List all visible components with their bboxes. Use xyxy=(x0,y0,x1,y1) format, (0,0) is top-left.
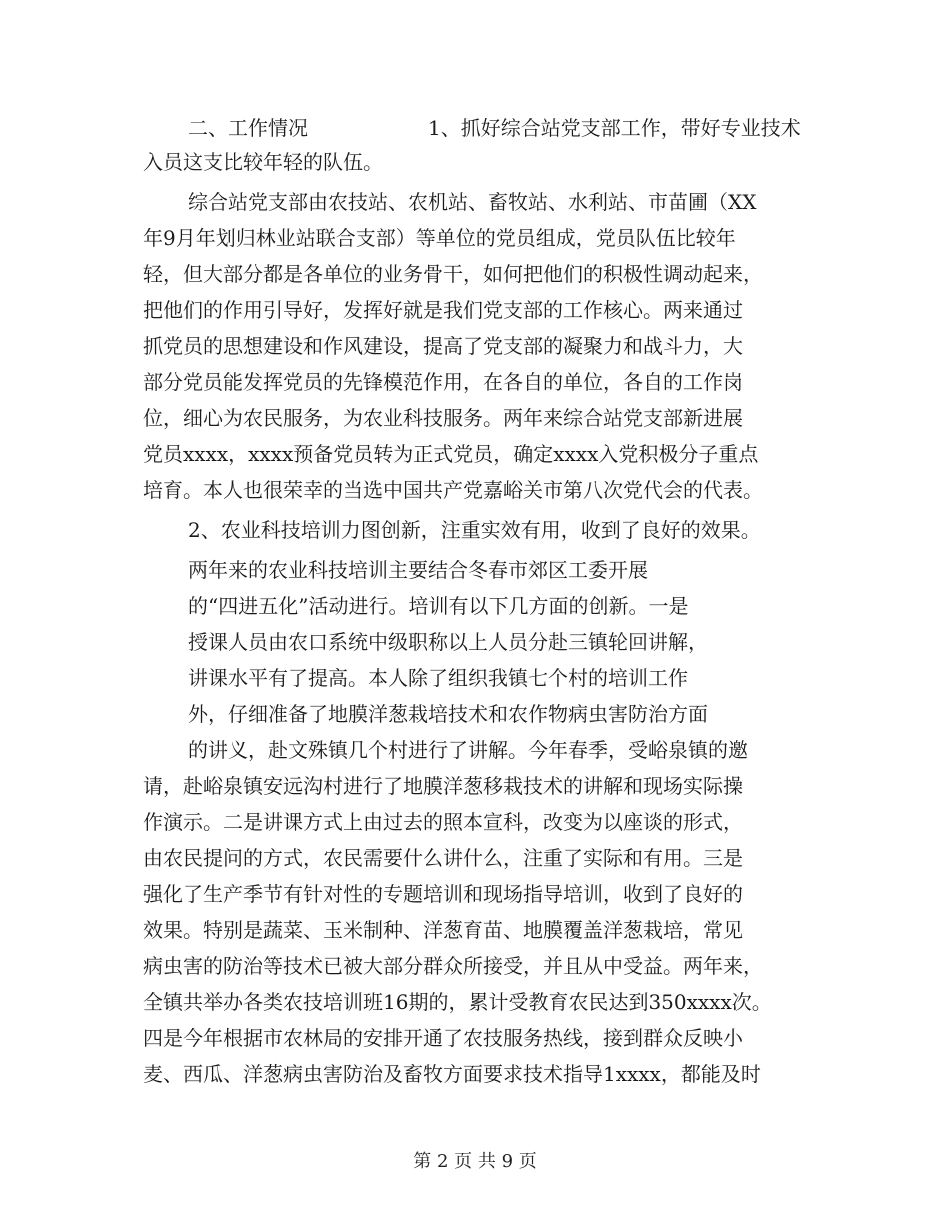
text-line: 病虫害的防治等技术已被大部分群众所接受，并且从中受益。两年来， xyxy=(143,954,763,978)
text-line: 的“四进五化”活动进行。培训有以下几方面的创新。一是 xyxy=(188,594,689,618)
text-line: 麦、西瓜、洋葱病虫害防治及畜牧方面要求技术指导1xxxx，都能及时 xyxy=(143,1062,761,1086)
text-line: 外，仔细准备了地膜洋葱栽培技术和农作物病虫害防治方面 xyxy=(188,702,708,726)
text-line: 的讲义，赴文殊镇几个村进行了讲解。今年春季，受峪泉镇的邀 xyxy=(188,738,748,762)
text-line: 抓党员的思想建设和作风建设，提高了党支部的凝聚力和战斗力，大 xyxy=(143,334,743,358)
text-line: 四是今年根据市农林局的安排开通了农技服务热线，接到群众反映小 xyxy=(143,1026,743,1050)
text-line: 培育。本人也很荣幸的当选中国共产党嘉峪关市第八次党代会的代表。 xyxy=(143,478,763,502)
text-line: 把他们的作用引导好，发挥好就是我们党支部的工作核心。两来通过 xyxy=(143,298,743,322)
text-line: 效果。特别是蔬菜、玉米制种、洋葱育苗、地膜覆盖洋葱栽培，常见 xyxy=(143,918,743,942)
text-line: 二、工作情况 1、抓好综合站党支部工作，带好专业技术 xyxy=(188,116,801,140)
text-line: 讲课水平有了提高。本人除了组织我镇七个村的培训工作 xyxy=(188,666,688,690)
text-line: 由农民提问的方式，农民需要什么讲什么，注重了实际和有用。三是 xyxy=(143,846,743,870)
text-line: 两年来的农业科技培训主要结合冬春市郊区工委开展 xyxy=(188,558,648,582)
section-heading: 2、农业科技培训力图创新，注重实效有用，收到了良好的效果。 xyxy=(188,518,761,542)
text-line: 轻，但大部分都是各单位的业务骨干，如何把他们的积极性调动起来， xyxy=(143,262,763,286)
text-line: 入员这支比较年轻的队伍。 xyxy=(143,150,383,174)
text-line: 综合站党支部由农技站、农机站、畜牧站、水利站、市苗圃（XX xyxy=(188,190,757,214)
page-number-footer: 第 2 页 共 9 页 xyxy=(413,1151,537,1172)
text-line: 请，赴峪泉镇安远沟村进行了地膜洋葱移栽技术的讲解和现场实际操 xyxy=(143,774,743,798)
text-line: 位，细心为农民服务，为农业科技服务。两年来综合站党支部新进展 xyxy=(143,406,743,430)
text-line: 部分党员能发挥党员的先锋模范作用，在各自的单位，各自的工作岗 xyxy=(143,370,743,394)
text-line: 党员xxxx，xxxx预备党员转为正式党员，确定xxxx入党积极分子重点 xyxy=(143,442,759,466)
text-line: 全镇共举办各类农技培训班16期的，累计受教育农民达到350xxxx次。 xyxy=(143,990,772,1014)
text-line: 授课人员由农口系统中级职称以上人员分赴三镇轮回讲解， xyxy=(188,630,708,654)
text-line: 年9月年划归林业站联合支部）等单位的党员组成，党员队伍比较年 xyxy=(143,226,736,250)
text-line: 强化了生产季节有针对性的专题培训和现场指导培训，收到了良好的 xyxy=(143,882,743,906)
text-line: 作演示。二是讲课方式上由过去的照本宣科，改变为以座谈的形式， xyxy=(143,810,743,834)
